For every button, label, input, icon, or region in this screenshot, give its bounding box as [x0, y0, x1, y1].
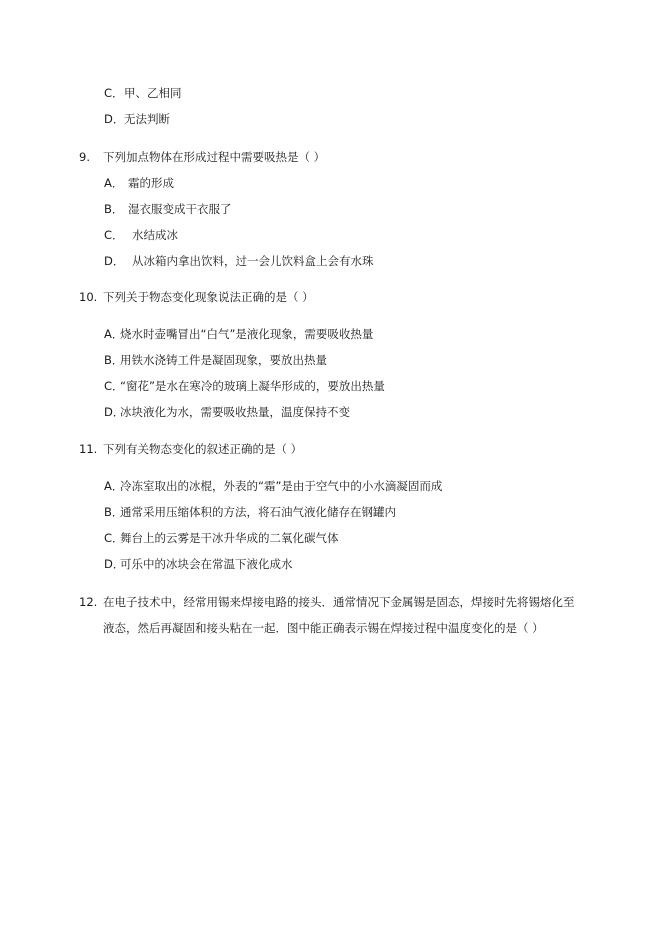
question-11-option-c: C．舞台上的云雾是干冰升华成的二氧化碳气体 — [104, 531, 339, 545]
question-10-option-d: D．冰块液化为水，需要吸收热量，温度保持不变 — [104, 405, 350, 419]
option-c: C．甲、乙相同 — [104, 86, 182, 100]
question-12-stem-line2: 液态，然后再凝固和接头粘在一起．图中能正确表示锡在焊接过程中温度变化的是（ ） — [103, 621, 544, 635]
question-9-option-a: A． 霜的形成 — [104, 176, 174, 190]
question-10-option-a: A．烧水时壶嘴冒出“白气”是液化现象，需要吸收热量 — [104, 327, 374, 341]
option-d: D．无法判断 — [104, 112, 170, 126]
question-9-option-d: D． 从冰箱内拿出饮料，过一会儿饮料盒上会有水珠 — [104, 254, 374, 268]
question-10-stem: 10. 下列关于物态变化现象说法正确的是（ ） — [79, 290, 314, 304]
question-10-option-b: B．用铁水浇铸工件是凝固现象，要放出热量 — [104, 353, 327, 367]
question-10-option-c: C．“窗花”是水在寒冷的玻璃上凝华形成的，要放出热量 — [104, 379, 385, 393]
question-9-option-b: B． 湿衣服变成干衣服了 — [104, 202, 232, 216]
question-11-option-a: A．冷冻室取出的冰棍，外表的“霜”是由于空气中的小水滴凝固而成 — [104, 479, 443, 493]
question-9-option-c: C． 水结成冰 — [104, 228, 178, 242]
question-11-stem: 11. 下列有关物态变化的叙述正确的是（ ） — [79, 442, 303, 456]
question-11-option-b: B．通常采用压缩体积的方法，将石油气液化储存在钢罐内 — [104, 505, 396, 519]
question-9-stem: 9. 下列加点物体在形成过程中需要吸热是（ ） — [79, 150, 326, 164]
question-12-stem-line1: 12. 在电子技术中，经常用锡来焊接电路的接头．通常情况下金属锡是固态，焊接时先将锡熔化至 — [79, 595, 575, 609]
question-11-option-d: D．可乐中的冰块会在常温下液化成水 — [104, 557, 293, 571]
